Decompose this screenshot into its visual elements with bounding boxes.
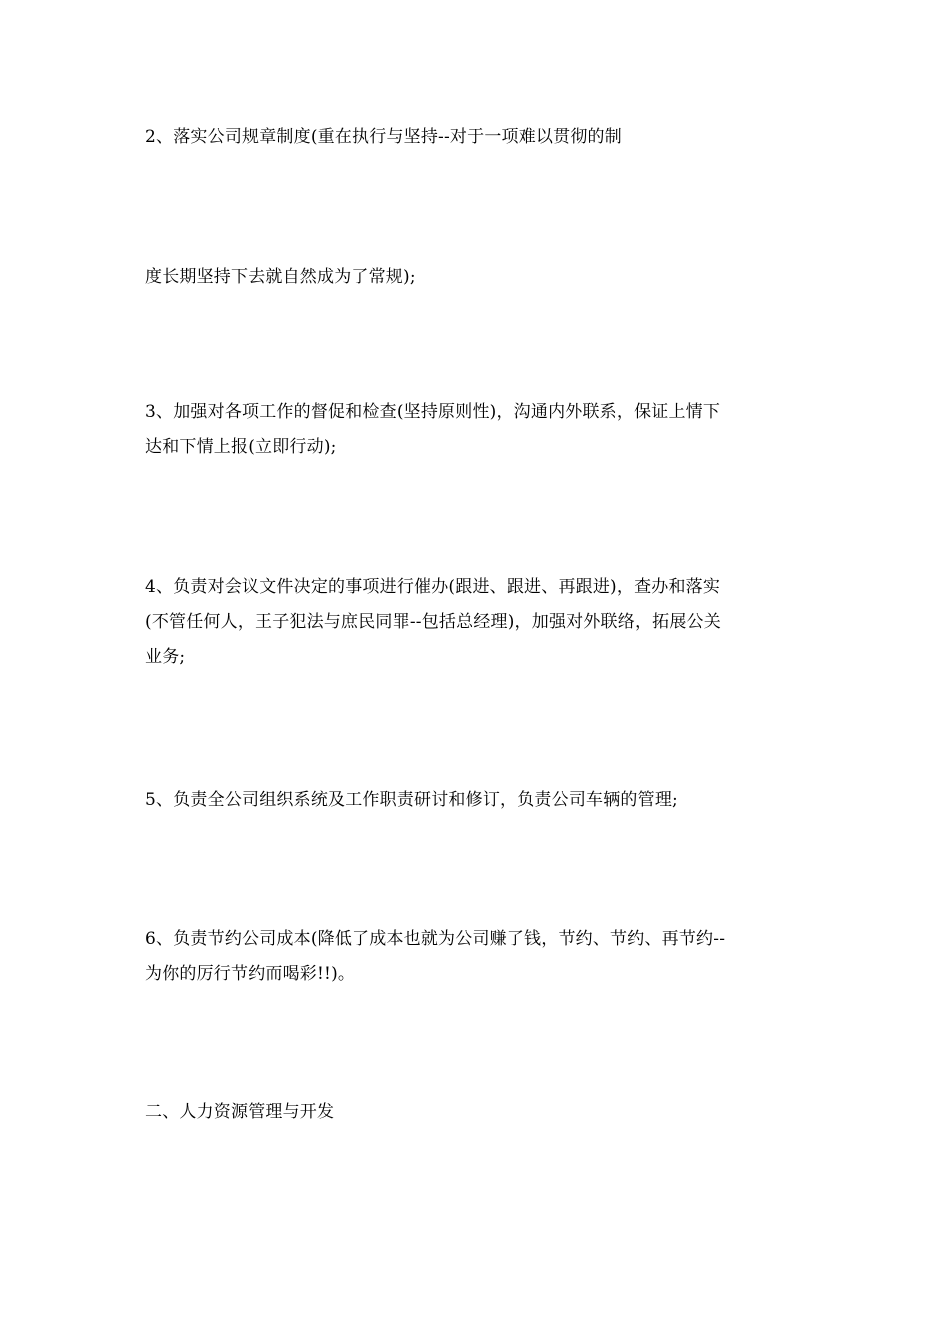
paragraph-item-6 <box>145 922 825 992</box>
text-line: 业务; <box>145 647 186 667</box>
paragraph-item-2 <box>145 120 825 155</box>
text-line: (不管任何人，王子犯法与庶民同罪--包括总经理)，加强对外联络，拓展公关 <box>145 612 721 632</box>
text-line: 为你的厉行节约而喝彩!!)。 <box>145 964 356 984</box>
text-line: 5、负责全公司组织系统及工作职责研讨和修订，负责公司车辆的管理; <box>145 790 678 810</box>
paragraph-item-2-continued <box>145 260 825 295</box>
text-line: 度长期坚持下去就自然成为了常规); <box>145 267 416 287</box>
paragraph-item-4 <box>145 570 825 675</box>
paragraph-item-5 <box>145 783 825 818</box>
text-line: 3、加强对各项工作的督促和检查(坚持原则性)，沟通内外联系，保证上情下 <box>145 402 721 422</box>
text-line: 4、负责对会议文件决定的事项进行催办(跟进、跟进、再跟进)，查办和落实 <box>145 577 721 597</box>
text-line: 达和下情上报(立即行动); <box>145 437 337 457</box>
paragraph-item-3 <box>145 395 825 465</box>
text-line: 6、负责节约公司成本(降低了成本也就为公司赚了钱，节约、节约、再节约-- <box>145 929 726 949</box>
text-line: 2、落实公司规章制度(重在执行与坚持--对于一项难以贯彻的制 <box>145 127 622 147</box>
section-heading <box>145 1095 825 1130</box>
heading-text: 二、人力资源管理与开发 <box>145 1102 335 1122</box>
